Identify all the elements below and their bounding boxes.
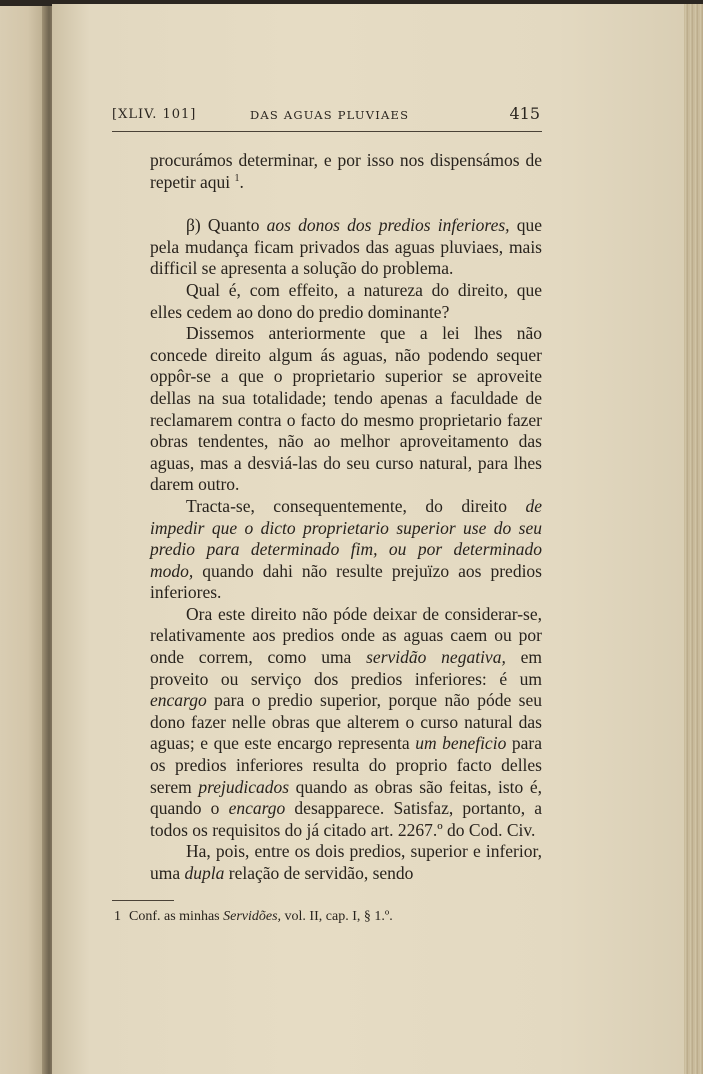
facing-page-edge — [0, 6, 46, 1074]
running-header — [112, 104, 542, 128]
page-stack-edge — [684, 4, 703, 1074]
paragraph-3: Qual é, com effeito, a natureza do direito, que elles cedem ao dono do predio dominante? — [150, 279, 542, 322]
paragraph-1: procurámos determinar, e por isso nos dispensámos de repetir aqui $^1$. — [150, 150, 542, 192]
paragraph-6: Ora este direito não póde deixar de considerar-se, relativamente aos predios onde as aguas caem ou por onde correm, como uma servidão negativa, em proveito ou serviço dos predios inferiores: é um encargo para o predio superior, porque não póde seu dono fazer nelle obras que alterem o curso natural das aguas; e que este encargo representa um beneficio para os predios inferiores resulta do proprio facto delles serem prejudicados quando as obras são feitas, isto é, quando o encargo desapparece. Satisfaz, portanto, a todos os requisitos do já citado art. 2267.º do Cod. Civ. — [150, 603, 542, 840]
page-number: 415 — [509, 104, 540, 123]
section-reference: [XLIV. 101] — [112, 107, 197, 122]
body-text — [150, 150, 542, 885]
paragraph-4: Dissemos anteriormente que a lei lhes não concede direito algum ás aguas, não podendo sequer oppôr-se a que o proprietario superior se aproveite dellas na sua totalidade; tendo apenas a faculdade de reclamarem contra o facto do mesmo proprietario fazer obras tendentes, não ao melhor aproveitamento das aguas, mas a desviá-las do seu curso natural, para lhes darem outro. — [150, 323, 542, 495]
paragraph-5: Tracta-se, consequentemente, do direito de impedir que o dicto proprietario superior use do seu predio para determinado fim, ou por determinado modo, quando dahi não resulte prejuïzo aos predios inferiores. — [150, 495, 542, 603]
paragraph-7: Ha, pois, entre os dois predios, superior e inferior, uma dupla relação de servidão, sendo — [150, 841, 542, 883]
footnote: 1 Conf. as minhas Servidões, vol. II, cap. I, § 1.º. — [114, 909, 393, 924]
footnote-rule — [112, 900, 174, 901]
header-rule — [112, 131, 542, 132]
paragraph-2: β) Quanto aos donos dos predios inferiores, que pela mudança ficam privados das aguas pluviaes, mais difficil se apresenta a solução do problema. — [150, 215, 542, 279]
footnote-number: 1 — [114, 909, 121, 924]
footnote-reference: 1 — [234, 172, 240, 184]
running-title: DAS AGUAS PLUVIAES — [250, 108, 410, 122]
